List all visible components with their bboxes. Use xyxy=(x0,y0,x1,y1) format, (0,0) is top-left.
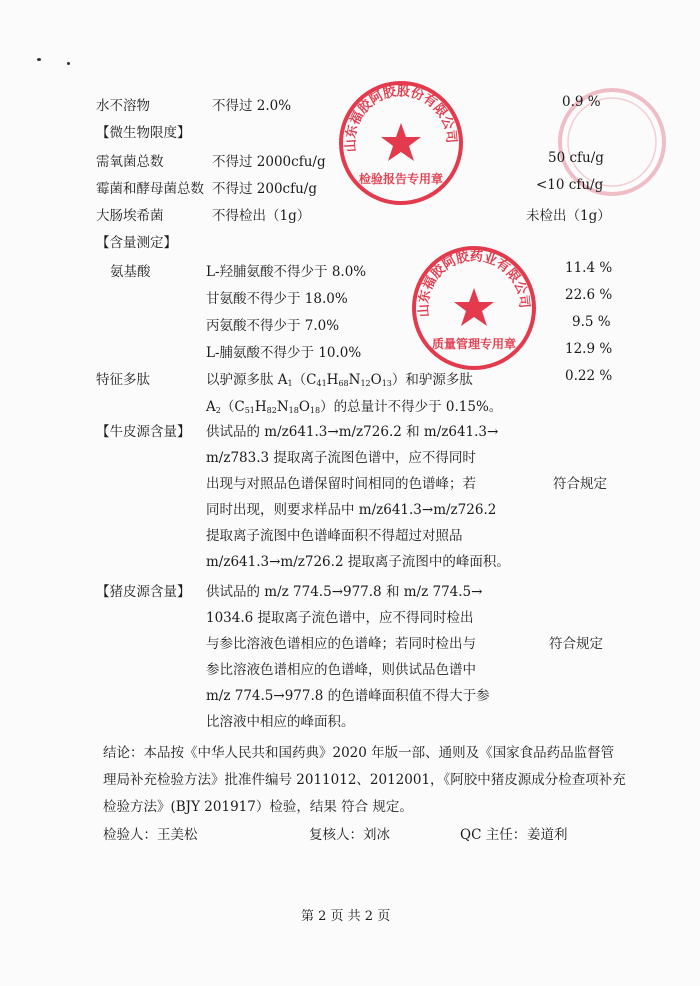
company-seal-quality xyxy=(408,242,540,378)
bovine-spec-line: 提取离子流图中色谱峰面积不得超过对照品 xyxy=(206,528,463,544)
aerobic-label: 需氧菌总数 xyxy=(96,154,164,170)
seal2-arc-text: 山东福胶阿胶药业有限公司 xyxy=(416,249,532,318)
amino-result: 9.5 % xyxy=(572,314,611,330)
text-part: ）和驴源多肽 xyxy=(391,372,473,388)
peptide-label: 特征多肽 xyxy=(96,372,150,388)
page-number: 第 2 页 共 2 页 xyxy=(301,909,391,924)
bovine-source-label: 【牛皮源含量】 xyxy=(96,424,191,440)
porcine-result: 符合规定 xyxy=(549,636,603,652)
porcine-spec-line: m/z 774.5→977.8 的色谱峰面积值不得大于参 xyxy=(206,688,490,704)
water-insoluble-spec: 不得过 2.0% xyxy=(212,98,292,114)
amino-spec: 甘氨酸不得少于 18.0% xyxy=(206,291,348,307)
amino-acid-label: 氨基酸 xyxy=(110,264,151,280)
scan-speck xyxy=(37,58,41,61)
inspector-signature: 检验人：王美松 xyxy=(103,827,198,843)
amino-result: 12.9 % xyxy=(565,341,613,357)
text-part: N xyxy=(276,399,289,415)
bovine-spec-line: 同时出现，则要求样品中 m/z641.3→m/z726.2 xyxy=(206,502,497,518)
porcine-spec-line: 与参比溶液色谱相应的色谱峰；若同时检出与 xyxy=(206,636,476,652)
conclusion-line: 理局补充检验方法》批准件编号 2011012、2012001，《阿胶中猪皮源成分检查项补充 xyxy=(103,772,626,788)
qc-director-label: QC 主任： xyxy=(460,827,527,843)
qc-director-name: 姜道利 xyxy=(527,827,568,843)
bovine-spec-line: 供试品的 m/z641.3→m/z726.2 和 m/z641.3→ xyxy=(206,424,499,440)
text-part: 以驴源多肽 A xyxy=(206,372,288,388)
bovine-result: 符合规定 xyxy=(553,476,607,492)
porcine-spec-line: 比溶液中相应的峰面积。 xyxy=(206,714,355,730)
porcine-spec-line: 1034.6 提取离子流色谱中，应不得同时检出 xyxy=(206,610,474,626)
porcine-spec-line: 供试品的 m/z 774.5→977.8 和 m/z 774.5→ xyxy=(206,584,483,600)
text-part: O xyxy=(298,399,310,415)
amino-spec: L-脯氨酸不得少于 10.0% xyxy=(206,345,362,361)
mold-result: <10 cfu/g xyxy=(536,177,604,193)
scan-speck xyxy=(67,62,70,65)
aerobic-spec: 不得过 2000cfu/g xyxy=(212,154,326,170)
bovine-spec-line: m/z641.3→m/z726.2 提取离子流图中的峰面积。 xyxy=(206,554,510,570)
porcine-spec-line: 参比溶液色谱相应的色谱峰，则供试品色谱中 xyxy=(206,662,476,678)
mold-spec: 不得过 200cfu/g xyxy=(212,181,318,197)
subscript: 2 xyxy=(215,406,221,415)
bovine-spec-line: 出现与对照品色谱保留时间相同的色谱峰；若 xyxy=(206,476,476,492)
ecoli-spec: 不得检出（1g） xyxy=(212,208,311,224)
text-part: O xyxy=(370,372,382,388)
aerobic-result: 50 cfu/g xyxy=(548,150,604,166)
micro-limit-header: 【微生物限度】 xyxy=(96,125,191,141)
text-part: N xyxy=(348,372,361,388)
subscript: 41 xyxy=(316,379,327,388)
peptide-spec-line2 xyxy=(206,395,502,415)
water-insoluble-result: 0.9 % xyxy=(562,94,601,110)
text-part: （C xyxy=(292,372,317,388)
conclusion-line: 结论：本品按《中华人民共和国药典》2020 年版一部、通则及《国家食品药品监督管 xyxy=(103,745,615,761)
subscript: 51 xyxy=(244,406,255,415)
amino-spec: L-羟脯氨酸不得少于 8.0% xyxy=(206,264,367,280)
ecoli-result: 未检出（1g） xyxy=(526,208,611,224)
conclusion-line: 检验方法》(BJY 201917）检验，结果 符合 规定。 xyxy=(103,799,413,815)
subscript: 12 xyxy=(360,379,371,388)
subscript: 13 xyxy=(381,379,392,388)
subscript: 68 xyxy=(338,379,349,388)
company-seal-inspection xyxy=(335,77,467,213)
text-part: H xyxy=(326,372,339,388)
peptide-spec-line1 xyxy=(206,368,473,388)
porcine-source-label: 【猪皮源含量】 xyxy=(96,584,191,600)
reviewer-signature: 复核人：刘冰 xyxy=(309,827,390,843)
amino-result: 11.4 % xyxy=(565,260,613,276)
subscript: 18 xyxy=(309,406,321,415)
bovine-spec-line: m/z783.3 提取离子流图色谱中，应不得同时 xyxy=(206,450,476,466)
subscript: 82 xyxy=(266,406,277,415)
subscript: 18 xyxy=(288,406,299,415)
amino-spec: 丙氨酸不得少于 7.0% xyxy=(206,318,340,334)
seal1-arc-text: 山东福胶阿胶股份有限公司 xyxy=(343,84,459,153)
seal1-sub-text: 检验报告专用章 xyxy=(358,172,444,186)
text-part: A xyxy=(206,399,216,415)
text-part: （C xyxy=(220,399,245,415)
subscript: 1 xyxy=(287,379,293,388)
text-part: H xyxy=(254,399,267,415)
amino-result: 22.6 % xyxy=(565,287,613,303)
seal2-sub-text: 质量管理专用章 xyxy=(431,337,517,351)
water-insoluble-label: 水不溶物 xyxy=(96,98,150,114)
text-part: ）的总量计不得少于 0.15%。 xyxy=(320,399,503,415)
assay-header: 【含量测定】 xyxy=(96,235,177,251)
mold-label: 霉菌和酵母菌总数 xyxy=(96,181,204,197)
peptide-result: 0.22 % xyxy=(565,368,613,384)
ecoli-label: 大肠埃希菌 xyxy=(96,208,164,224)
